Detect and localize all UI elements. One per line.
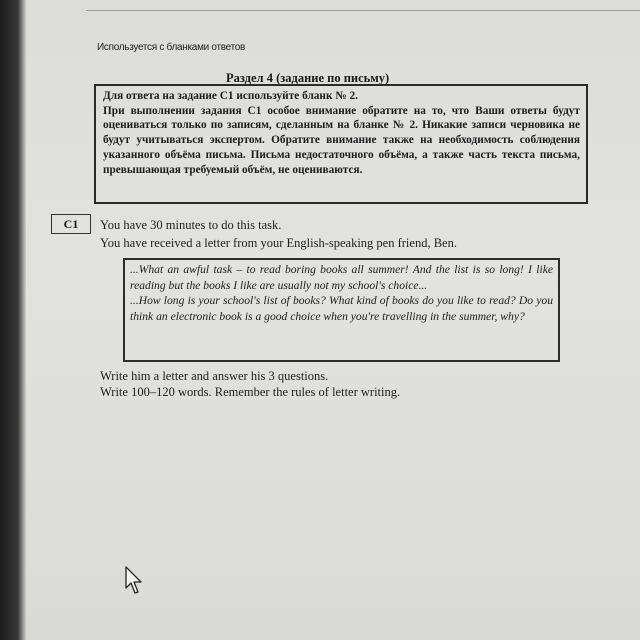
letter-excerpt-paragraph-1: ...What an awful task – to read boring books all summer! And the list is so long! I like reading but the books I like are usually not my school's choice... (130, 263, 553, 292)
instruction-details: При выполнении задания С1 особое внимание обратите на то, что Ваши ответы будут оцениваться только по записям, сделанным на бланке № 2. Никакие записи черновика не будут учитываться экспертом. Обратите внимание также на необходимость соблюдения указанного объёма письма. Письма недостаточного объёма, а также часть текста письма, превышающая требуемый объём, не оцениваются. (103, 104, 580, 176)
task-label: C1 (51, 214, 91, 234)
task-context: You have received a letter from your English-speaking pen friend, Ben. (100, 236, 457, 250)
task-time-limit: You have 30 minutes to do this task. (100, 218, 282, 232)
task-instruction-answer: Write him a letter and answer his 3 questions. (100, 369, 329, 383)
section-title: Раздел 4 (задание по письму) (226, 71, 390, 85)
page-top-rule (86, 10, 640, 11)
instruction-answer-sheet: Для ответа на задание С1 используйте бланк № 2. (103, 90, 358, 102)
task-instruction-words: Write 100–120 words. Remember the rules of letter writing. (100, 385, 401, 399)
letter-excerpt-paragraph-2: ...How long is your school's list of books? What kind of books do you like to read? Do you think an electronic book is a good choice when you're travelling in the summer, why? (130, 294, 553, 323)
exam-page (26, 0, 640, 640)
letter-excerpt-box (123, 258, 560, 362)
header-note: Используется с бланками ответов (97, 42, 246, 53)
instruction-box (94, 84, 588, 204)
mouse-pointer-icon (124, 566, 146, 596)
